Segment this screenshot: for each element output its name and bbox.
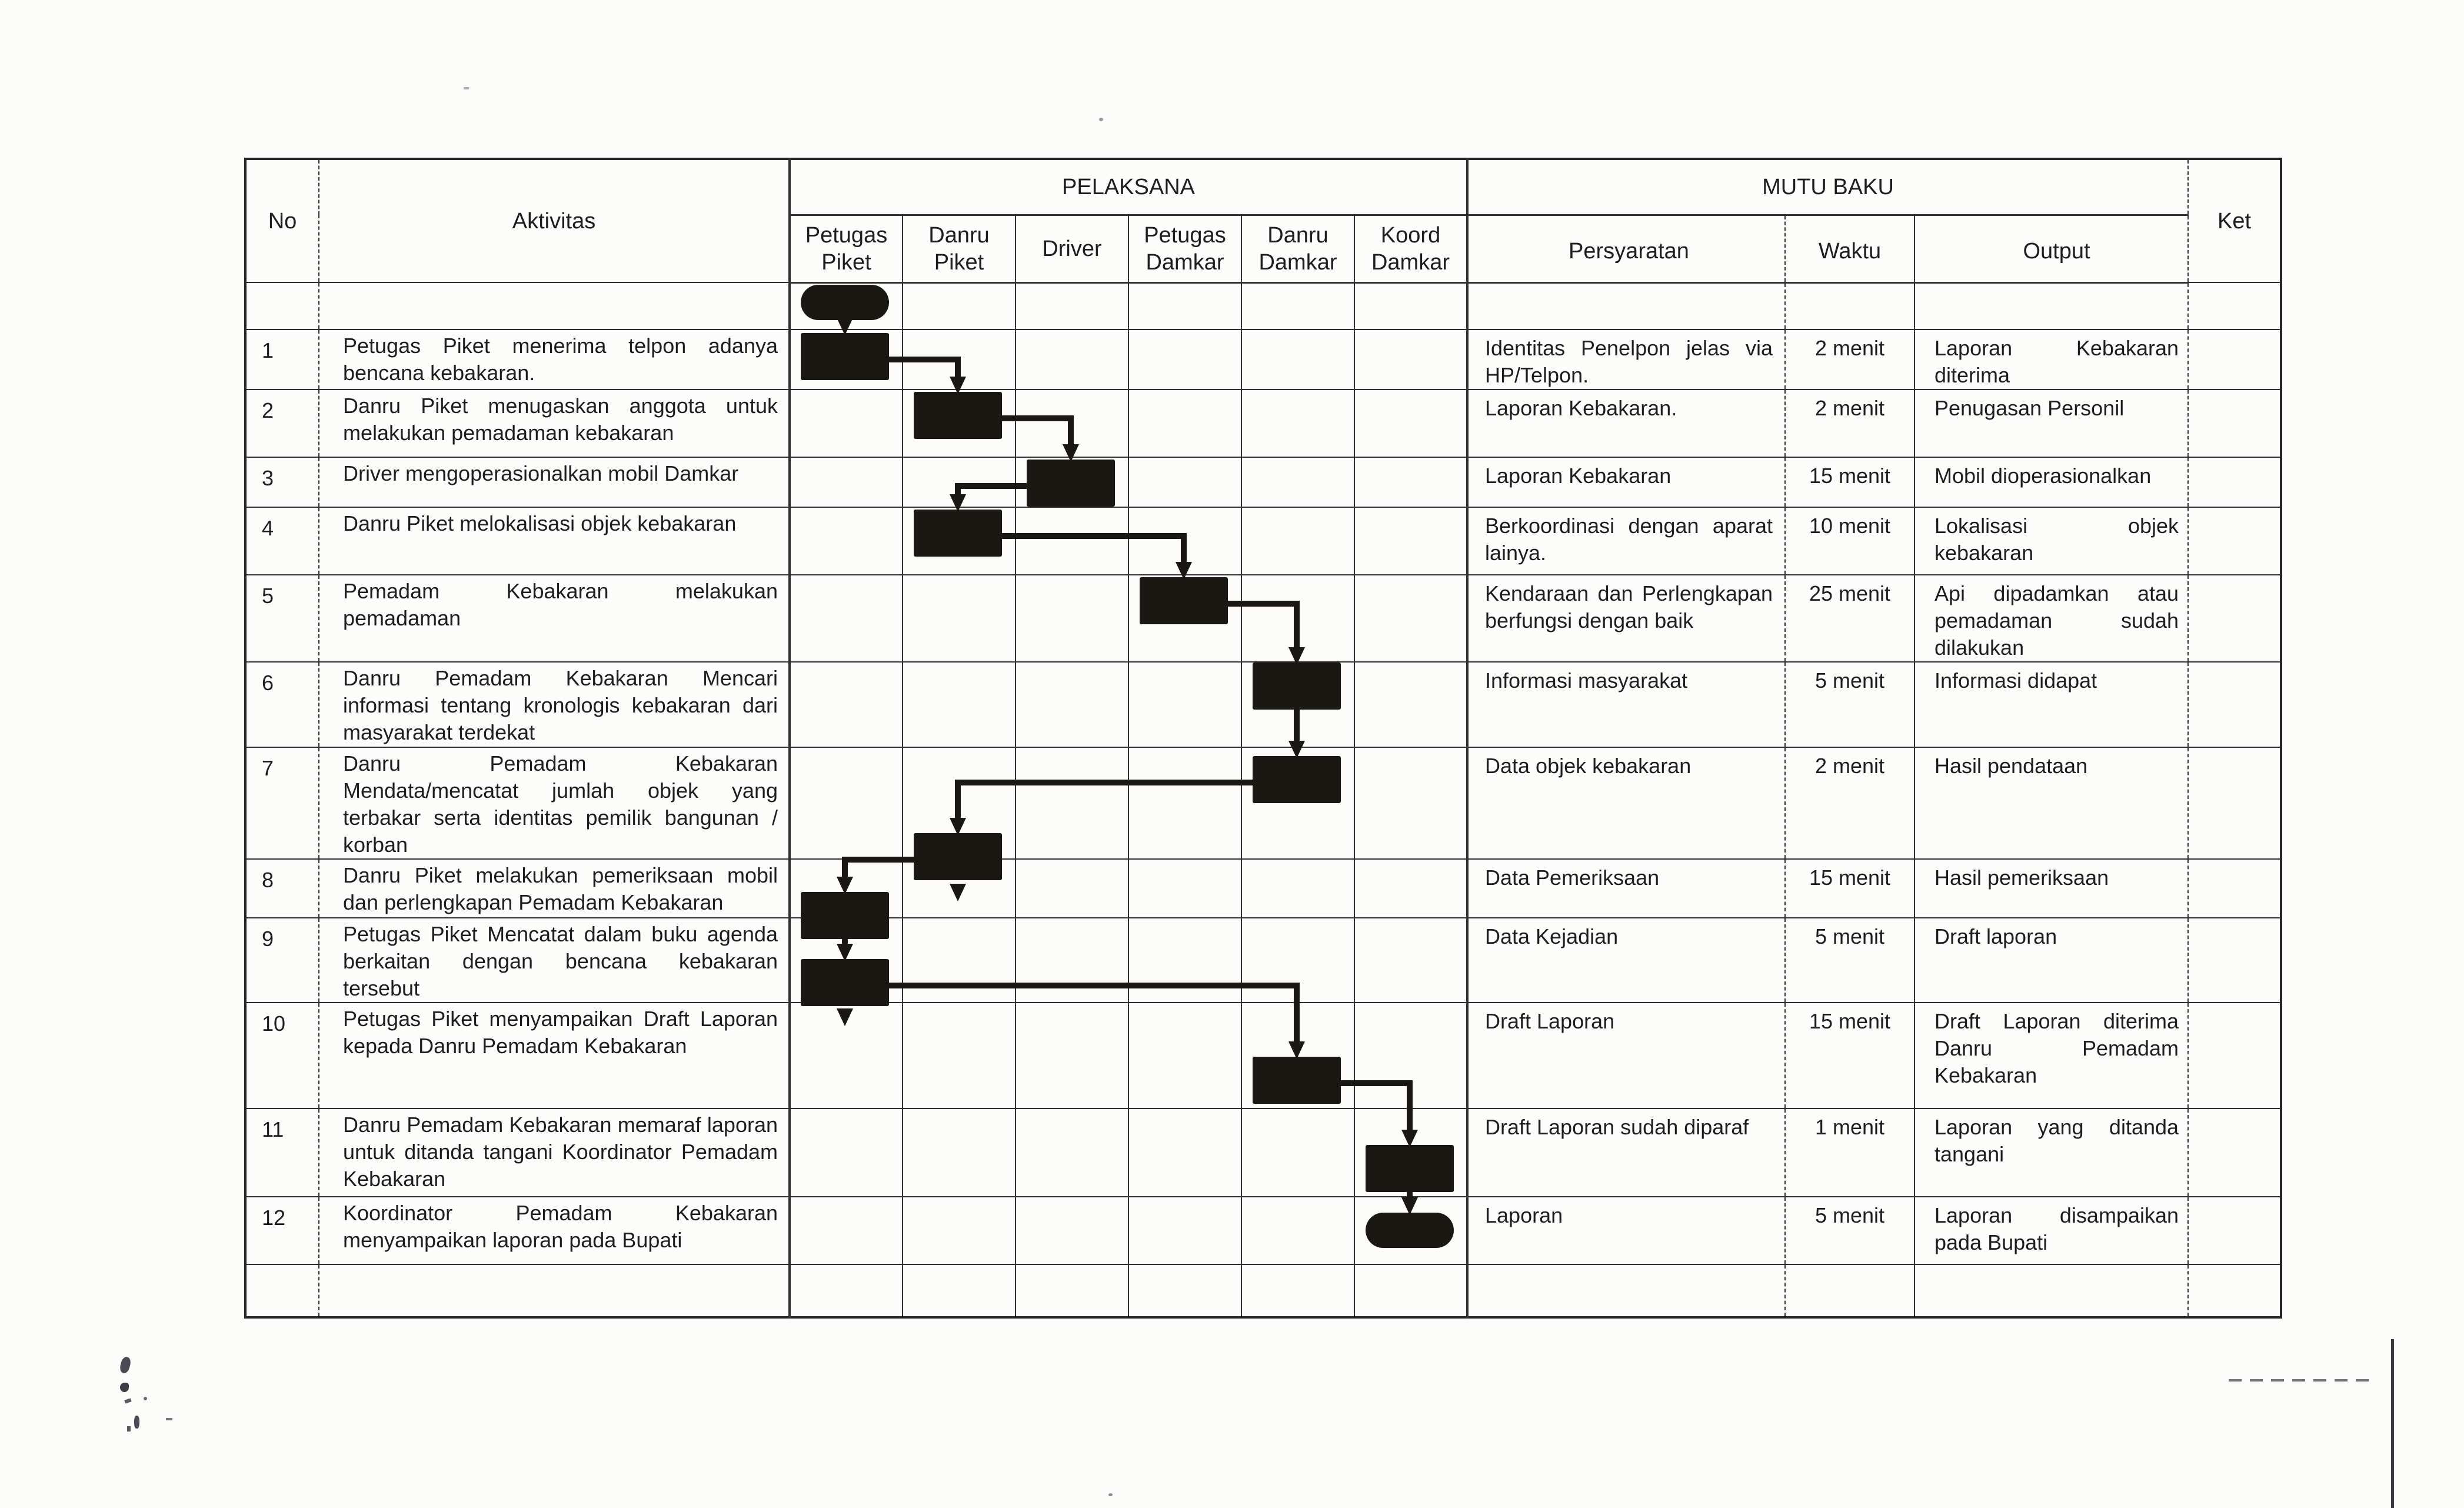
flow-lane-cell	[1128, 507, 1241, 575]
table-header	[245, 159, 2281, 282]
flow-lane-cell	[903, 282, 1015, 329]
flow-lane-cell	[1015, 1197, 1128, 1264]
flow-lane-cell	[1015, 1003, 1128, 1108]
output-cell	[1914, 282, 2188, 329]
ket-cell	[2188, 1264, 2281, 1317]
flow-lane-cell	[1015, 859, 1128, 918]
scan-speck	[119, 1356, 132, 1374]
waktu-cell: 5 menit	[1785, 1197, 1914, 1264]
flow-lane-cell	[1128, 282, 1241, 329]
col-header-danru-damkar: Danru Damkar	[1241, 215, 1354, 282]
flow-lane-cell	[903, 1003, 1015, 1108]
persyaratan-cell: Draft Laporan	[1467, 1003, 1785, 1108]
output-cell: Penugasan Personil	[1914, 390, 2188, 457]
flow-lane-cell	[1241, 662, 1354, 747]
scan-dashed-line	[2229, 1379, 2373, 1381]
col-header-persyaratan: Persyaratan	[1467, 215, 1785, 282]
flow-lane-cell	[1354, 1108, 1467, 1197]
persyaratan-cell: Data objek kebakaran	[1467, 747, 1785, 859]
table-row	[245, 918, 2281, 1003]
col-header-koord-damkar: Koord Damkar	[1354, 215, 1467, 282]
output-cell: Laporan disampaikan pada Bupati	[1914, 1197, 2188, 1264]
output-cell: Draft Laporan diterima Danru Pemadam Kebakaran	[1914, 1003, 2188, 1108]
flow-lane-cell	[903, 1108, 1015, 1197]
flow-lane-cell	[1241, 575, 1354, 662]
activity-cell: Koordinator Pemadam Kebakaran menyampaikan laporan pada Bupati	[319, 1197, 790, 1264]
waktu-cell: 5 menit	[1785, 918, 1914, 1003]
table-row	[245, 747, 2281, 859]
output-cell: Mobil dioperasionalkan	[1914, 457, 2188, 507]
col-header-ket: Ket	[2188, 159, 2281, 282]
scan-speck	[127, 1426, 131, 1432]
flow-lane-cell	[1354, 1264, 1467, 1317]
flow-lane-cell	[1241, 859, 1354, 918]
flow-lane-cell	[1354, 1003, 1467, 1108]
flow-lane-cell	[903, 329, 1015, 390]
flow-lane-cell	[1354, 329, 1467, 390]
activity-cell: Danru Piket menugaskan anggota untuk melakukan pemadaman kebakaran	[319, 390, 790, 457]
flow-lane-cell	[1354, 1197, 1467, 1264]
flow-lane-cell	[1015, 1264, 1128, 1317]
flow-lane-cell	[1354, 662, 1467, 747]
waktu-cell	[1785, 1264, 1914, 1317]
flow-lane-cell	[1015, 390, 1128, 457]
scan-speck	[464, 87, 469, 89]
flow-lane-cell	[1354, 918, 1467, 1003]
flow-lane-cell	[1241, 1003, 1354, 1108]
flow-lane-cell	[1128, 747, 1241, 859]
col-header-aktivitas: Aktivitas	[319, 159, 790, 282]
flow-lane-cell	[790, 1264, 903, 1317]
activity-cell: Petugas Piket menyampaikan Draft Laporan kepada Danru Pemadam Kebakaran	[319, 1003, 790, 1108]
output-cell	[1914, 1264, 2188, 1317]
scan-speck	[1108, 1493, 1113, 1496]
flow-lane-cell	[790, 1108, 903, 1197]
flow-lane-cell	[790, 1197, 903, 1264]
activity-cell: Driver mengoperasionalkan mobil Damkar	[319, 457, 790, 507]
persyaratan-cell: Informasi masyarakat	[1467, 662, 1785, 747]
table-row	[245, 662, 2281, 747]
flow-lane-cell	[1015, 1108, 1128, 1197]
flow-lane-cell	[790, 918, 903, 1003]
output-cell: Hasil pemeriksaan	[1914, 859, 2188, 918]
waktu-cell: 2 menit	[1785, 390, 1914, 457]
activity-cell: Pemadam Kebakaran melakukan pemadaman	[319, 575, 790, 662]
table-body	[245, 282, 2281, 1317]
ket-cell	[2188, 457, 2281, 507]
output-cell: Draft laporan	[1914, 918, 2188, 1003]
waktu-cell: 2 menit	[1785, 747, 1914, 859]
flow-lane-cell	[1128, 859, 1241, 918]
ket-cell	[2188, 329, 2281, 390]
flow-lane-cell	[1128, 918, 1241, 1003]
row-number-cell: 2	[245, 390, 319, 457]
flow-lane-cell	[1128, 575, 1241, 662]
scan-speck	[120, 1383, 129, 1392]
waktu-cell	[1785, 282, 1914, 329]
persyaratan-cell: Kendaraan dan Perlengkapan berfungsi dengan baik	[1467, 575, 1785, 662]
table-row	[245, 507, 2281, 575]
flow-lane-cell	[1241, 282, 1354, 329]
activity-cell	[319, 282, 790, 329]
flow-lane-cell	[1241, 507, 1354, 575]
flow-lane-cell	[1128, 1197, 1241, 1264]
persyaratan-cell: Laporan Kebakaran	[1467, 457, 1785, 507]
flow-lane-cell	[1241, 1108, 1354, 1197]
waktu-cell: 15 menit	[1785, 859, 1914, 918]
scan-speck	[1099, 118, 1103, 121]
activity-cell: Danru Piket melakukan pemeriksaan mobil dan perlengkapan Pemadam Kebakaran	[319, 859, 790, 918]
flow-lane-cell	[1015, 457, 1128, 507]
waktu-cell: 2 menit	[1785, 329, 1914, 390]
flow-lane-cell	[790, 390, 903, 457]
flow-lane-cell	[1128, 1264, 1241, 1317]
scan-speck	[166, 1418, 172, 1420]
row-number-cell: 12	[245, 1197, 319, 1264]
row-number-cell: 5	[245, 575, 319, 662]
flow-lane-cell	[1015, 282, 1128, 329]
ket-cell	[2188, 662, 2281, 747]
flow-lane-cell	[790, 282, 903, 329]
output-cell: Hasil pendataan	[1914, 747, 2188, 859]
waktu-cell: 5 menit	[1785, 662, 1914, 747]
ket-cell	[2188, 282, 2281, 329]
col-header-driver: Driver	[1015, 215, 1128, 282]
activity-cell	[319, 1264, 790, 1317]
ket-cell	[2188, 1108, 2281, 1197]
flow-lane-cell	[1241, 329, 1354, 390]
row-number-cell	[245, 282, 319, 329]
flow-lane-cell	[790, 747, 903, 859]
flow-lane-cell	[903, 507, 1015, 575]
col-header-danru-piket: Danru Piket	[903, 215, 1015, 282]
flow-lane-cell	[1015, 918, 1128, 1003]
ket-cell	[2188, 747, 2281, 859]
flow-lane-cell	[790, 507, 903, 575]
activity-cell: Petugas Piket Mencatat dalam buku agenda berkaitan dengan bencana kebakaran tersebut	[319, 918, 790, 1003]
flow-lane-cell	[903, 859, 1015, 918]
table-row	[245, 1197, 2281, 1264]
flow-lane-cell	[1015, 662, 1128, 747]
flow-lane-cell	[1241, 457, 1354, 507]
col-header-pelaksana: PELAKSANA	[790, 159, 1467, 215]
col-header-petugas-damkar: Petugas Damkar	[1128, 215, 1241, 282]
row-number-cell: 9	[245, 918, 319, 1003]
flow-lane-cell	[1241, 1197, 1354, 1264]
flow-lane-cell	[1354, 457, 1467, 507]
waktu-cell: 25 menit	[1785, 575, 1914, 662]
scan-speck	[134, 1416, 139, 1429]
flow-lane-cell	[790, 457, 903, 507]
table-row	[245, 1108, 2281, 1197]
flow-lane-cell	[1128, 1108, 1241, 1197]
persyaratan-cell	[1467, 1264, 1785, 1317]
flow-lane-cell	[903, 1197, 1015, 1264]
scan-speck	[124, 1398, 131, 1403]
row-number-cell: 4	[245, 507, 319, 575]
col-header-no: No	[245, 159, 319, 282]
waktu-cell: 15 menit	[1785, 1003, 1914, 1108]
row-number-cell: 8	[245, 859, 319, 918]
activity-cell: Danru Pemadam Kebakaran Mendata/mencatat jumlah objek yang terbakar serta identitas pemilik bangunan / korban	[319, 747, 790, 859]
table-row	[245, 457, 2281, 507]
row-number-cell: 7	[245, 747, 319, 859]
output-cell: Lokalisasi objek kebakaran	[1914, 507, 2188, 575]
scan-edge-line	[2391, 1339, 2394, 1508]
col-header-waktu: Waktu	[1785, 215, 1914, 282]
flow-lane-cell	[1128, 457, 1241, 507]
flow-lane-cell	[1015, 747, 1128, 859]
ket-cell	[2188, 1197, 2281, 1264]
table-row	[245, 390, 2281, 457]
flow-lane-cell	[903, 662, 1015, 747]
activity-cell: Petugas Piket menerima telpon adanya bencana kebakaran.	[319, 329, 790, 390]
waktu-cell: 1 menit	[1785, 1108, 1914, 1197]
col-header-output: Output	[1914, 215, 2188, 282]
flow-lane-cell	[790, 575, 903, 662]
flow-lane-cell	[1128, 329, 1241, 390]
ket-cell	[2188, 918, 2281, 1003]
flow-lane-cell	[1128, 662, 1241, 747]
ket-cell	[2188, 859, 2281, 918]
flow-lane-cell	[1241, 390, 1354, 457]
flow-lane-cell	[1015, 507, 1128, 575]
flow-lane-cell	[1354, 507, 1467, 575]
col-header-mutu-baku: MUTU BAKU	[1467, 159, 2188, 215]
flow-lane-cell	[1015, 575, 1128, 662]
flow-lane-cell	[1354, 390, 1467, 457]
flow-lane-cell	[903, 575, 1015, 662]
row-number-cell: 1	[245, 329, 319, 390]
row-number-cell	[245, 1264, 319, 1317]
persyaratan-cell: Data Kejadian	[1467, 918, 1785, 1003]
row-number-cell: 10	[245, 1003, 319, 1108]
flow-lane-cell	[1354, 859, 1467, 918]
output-cell: Laporan Kebakaran diterima	[1914, 329, 2188, 390]
ket-cell	[2188, 575, 2281, 662]
output-cell: Laporan yang ditanda tangani	[1914, 1108, 2188, 1197]
table-row	[245, 859, 2281, 918]
row-number-cell: 6	[245, 662, 319, 747]
flow-lane-cell	[1354, 575, 1467, 662]
flow-lane-cell	[1241, 747, 1354, 859]
spacer-row	[245, 1264, 2281, 1317]
row-number-cell: 11	[245, 1108, 319, 1197]
flow-lane-cell	[903, 918, 1015, 1003]
activity-cell: Danru Piket melokalisasi objek kebakaran	[319, 507, 790, 575]
flow-lane-cell	[1128, 1003, 1241, 1108]
flow-lane-cell	[790, 329, 903, 390]
persyaratan-cell: Laporan	[1467, 1197, 1785, 1264]
flow-lane-cell	[1015, 329, 1128, 390]
flow-lane-cell	[1241, 918, 1354, 1003]
waktu-cell: 10 menit	[1785, 507, 1914, 575]
ket-cell	[2188, 1003, 2281, 1108]
flow-lane-cell	[903, 457, 1015, 507]
table-row	[245, 1003, 2281, 1108]
output-cell: Api dipadamkan atau pemadaman sudah dilakukan	[1914, 575, 2188, 662]
flow-lane-cell	[1241, 1264, 1354, 1317]
flow-lane-cell	[903, 1264, 1015, 1317]
persyaratan-cell: Laporan Kebakaran.	[1467, 390, 1785, 457]
flow-lane-cell	[1354, 282, 1467, 329]
persyaratan-cell: Identitas Penelpon jelas via HP/Telpon.	[1467, 329, 1785, 390]
persyaratan-cell: Berkoordinasi dengan aparat lainya.	[1467, 507, 1785, 575]
persyaratan-cell: Draft Laporan sudah diparaf	[1467, 1108, 1785, 1197]
table-row	[245, 329, 2281, 390]
flow-lane-cell	[1128, 390, 1241, 457]
scan-speck	[144, 1397, 147, 1400]
flow-lane-cell	[790, 1003, 903, 1108]
flow-lane-cell	[903, 747, 1015, 859]
table-row	[245, 575, 2281, 662]
spacer-row	[245, 282, 2281, 329]
flow-lane-cell	[790, 859, 903, 918]
flow-lane-cell	[903, 390, 1015, 457]
header-group-row	[245, 159, 2281, 215]
sop-flowchart-table	[244, 158, 2282, 1319]
output-cell: Informasi didapat	[1914, 662, 2188, 747]
col-header-petugas-piket: Petugas Piket	[790, 215, 903, 282]
flow-lane-cell	[1354, 747, 1467, 859]
ket-cell	[2188, 390, 2281, 457]
activity-cell: Danru Pemadam Kebakaran Mencari informasi tentang kronologis kebakaran dari masyarakat terdekat	[319, 662, 790, 747]
activity-cell: Danru Pemadam Kebakaran memaraf laporan untuk ditanda tangani Koordinator Pemadam Kebakaran	[319, 1108, 790, 1197]
persyaratan-cell	[1467, 282, 1785, 329]
ket-cell	[2188, 507, 2281, 575]
persyaratan-cell: Data Pemeriksaan	[1467, 859, 1785, 918]
row-number-cell: 3	[245, 457, 319, 507]
flow-lane-cell	[790, 662, 903, 747]
waktu-cell: 15 menit	[1785, 457, 1914, 507]
